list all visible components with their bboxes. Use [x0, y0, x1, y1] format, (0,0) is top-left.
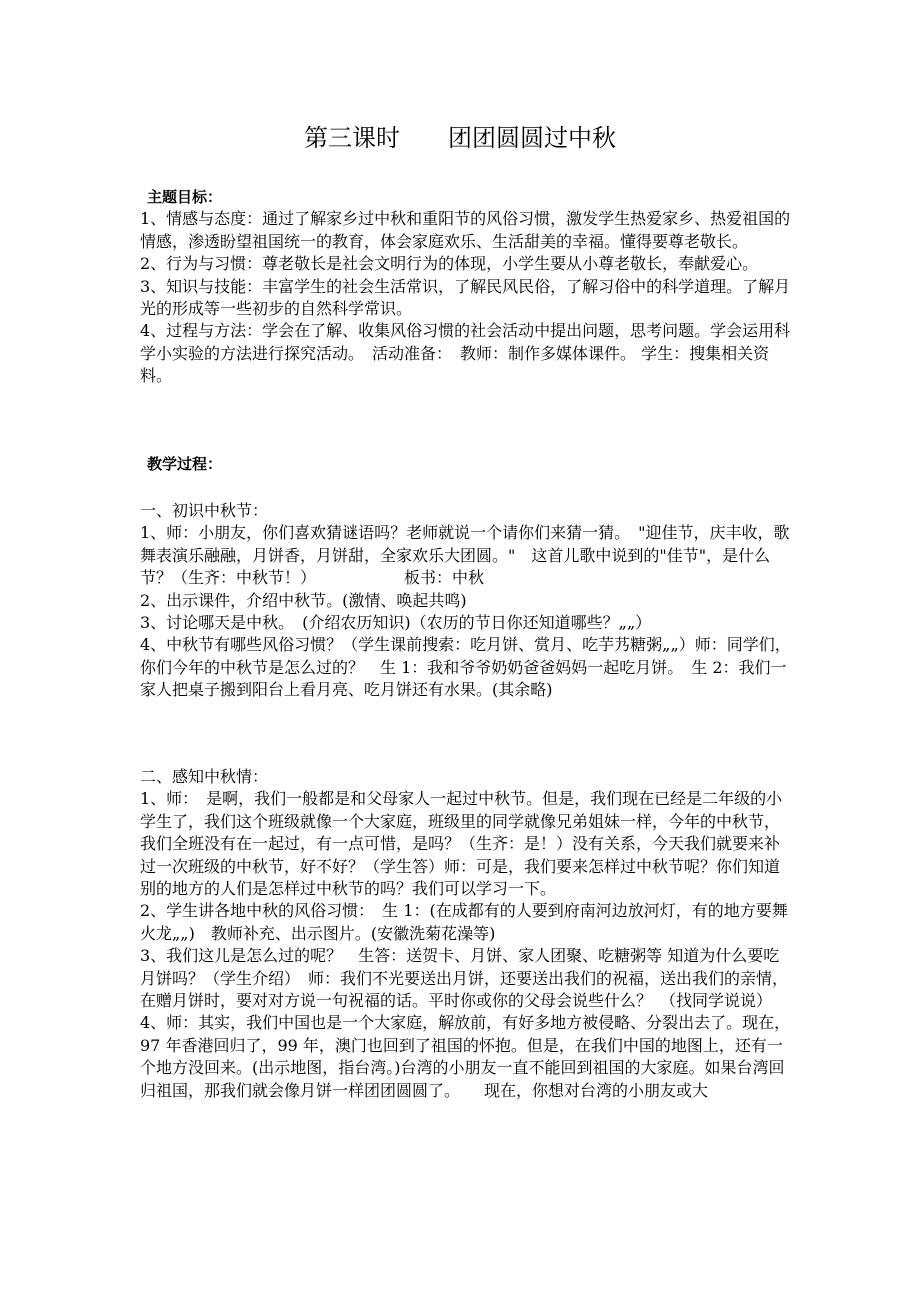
- section-process: [140, 453, 795, 475]
- document-title: 第三课时 团团圆圆过中秋: [304, 124, 616, 152]
- section-heading-process: 教学过程：: [147, 455, 223, 473]
- goal-paragraph-3: 4、过程与方法：学会在了解、收集风俗习惯的社会活动中提出问题，思考问题。学会运用科学小实验的方法进行探究活动。 活动准备： 教师：制作多媒体课件。 学生：搜集相关资料。: [140, 321, 791, 386]
- part-one-item-3: 3、讨论哪天是中秋。 (介绍农历知识)（农历的节日你还知道哪些？„„）: [140, 613, 652, 633]
- goal-paragraph-1: 1、情感与态度：通过了解家乡过中秋和重阳节的风俗习惯，激发学生热爱家乡、热爱祖国的情感，渗透盼望祖国统一的教育，体会家庭欢乐、生活甜美的幸福。懂得要尊老敬长。 2、行为与习惯：尊老敬长是社会文明行为的体现，小学生要从小尊老敬长，奉献爱心。: [140, 209, 791, 274]
- goal-paragraph-2: 3、知识与技能：丰富学生的社会生活常识，了解民风民俗，了解习俗中的科学道理。了解月光的形成等一些初步的自然科学常识。: [140, 276, 791, 319]
- part-two-heading: 二、感知中秋情：: [140, 767, 269, 786]
- part-one-heading: 一、初识中秋节：: [140, 501, 269, 520]
- section-goals: [140, 186, 795, 388]
- section-part-two: [140, 766, 795, 1102]
- section-heading-goals: 主题目标：: [147, 188, 223, 206]
- part-one-item-4: 4、中秋节有哪些风俗习惯？（学生课前搜索：吃月饼、赏月、吃芋艿糖粥„„）师：同学们，你们今年的中秋节是怎么过的？ 生 1：我和爷爷奶奶爸爸妈妈一起吃月饼。 生 2：我们一家人把桌子搬到阳台上看月亮、吃月饼还有水果。(其余略): [140, 635, 791, 700]
- part-one-item-1: 1、师：小朋友，你们喜欢猜谜语吗？老师就说一个请你们来猜一猜。 "迎佳节，庆丰收，歌舞表演乐融融，月饼香，月饼甜，全家欢乐大团圆。" 这首儿歌中说到的"佳节"，是什么节？（生齐：中秋节！） 板书：中秋: [140, 523, 790, 588]
- part-two-item-2: 2、学生讲各地中秋的风俗习惯： 生 1：(在成都有的人要到府南河边放河灯，有的地方要舞火龙„„) 教师补充、出示图片。(安徽洗菊花澡等): [140, 901, 788, 943]
- section-part-one: [140, 500, 795, 702]
- part-two-item-1: 1、师： 是啊，我们一般都是和父母家人一起过中秋节。但是，我们现在已经是二年级的小学生了，我们这个班级就像一个大家庭，班级里的同学就像兄弟姐妹一样，今年的中秋节，我们全班没有在一起过，有一点可惜，是吗？（生齐：是！）没有关系，今天我们就要来补过一次班级的中秋节，好不好？（学生答）师：可是，我们要来怎样过中秋节呢？你们知道别的地方的人们是怎样过中秋节的吗？我们可以学习一下。: [140, 789, 783, 899]
- part-two-item-3: 3、我们这儿是怎么过的呢？ 生答：送贺卡、月饼、家人团聚、吃糖粥等 知道为什么要吃月饼吗？（学生介绍） 师：我们不光要送出月饼，还要送出我们的祝福，送出我们的亲情，在赠月饼时，要对对方说一句祝福的话。平时你或你的父母会说些什么？ （找同学说说） 4、师：其实，我们中国也是一个大家庭，解放前，有好多地方被侵略、分裂出去了。现在，97 年香港回归了，99 年，澳门也回到了祖国的怀抱。但是，在我们中国的地图上，还有一个地方没回来。(出示地图，指台湾。)台湾的小朋友一直不能回到祖国的大家庭。如果台湾回归祖国，那我们就会像月饼一样团团圆圆了。 现在，你想对台湾的小朋友或大: [140, 946, 791, 1100]
- part-one-item-2: 2、出示课件，介绍中秋节。(激情、唤起共鸣): [140, 590, 467, 610]
